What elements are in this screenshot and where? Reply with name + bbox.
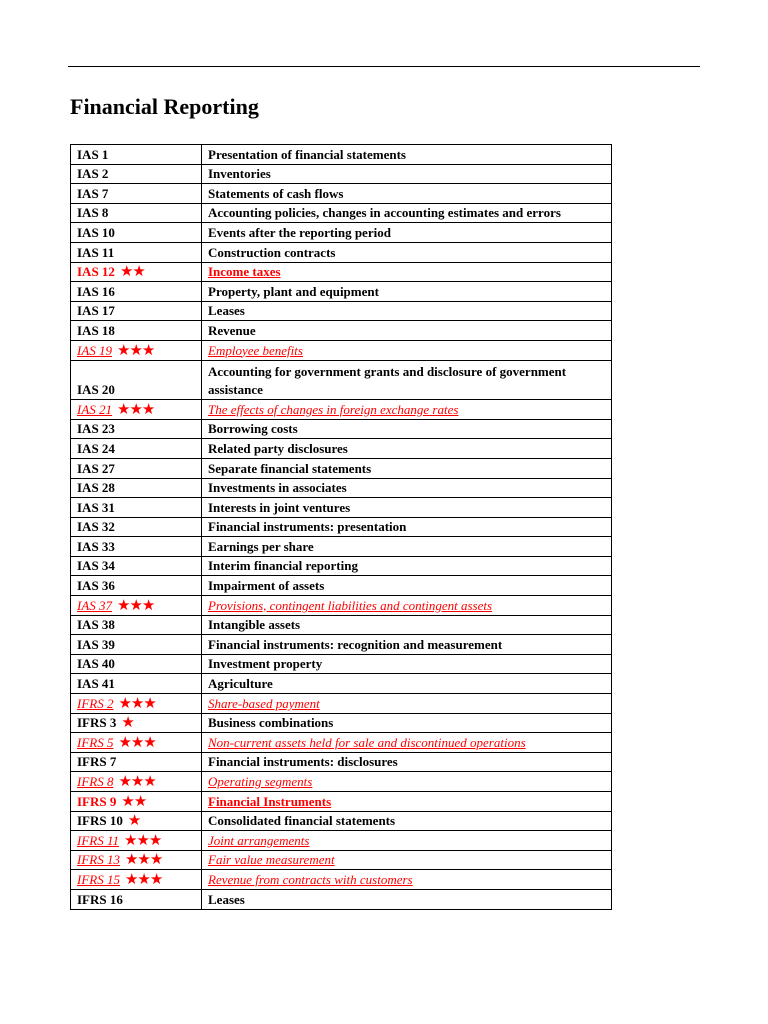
standard-code: IAS 39 <box>77 636 115 652</box>
standard-title-cell <box>202 576 612 596</box>
standard-title: Impairment of assets <box>208 578 325 594</box>
standard-code-cell <box>71 537 202 557</box>
standard-title: Financial instruments: recognition and measurement <box>208 636 503 652</box>
standard-title-cell <box>202 596 612 616</box>
priority-star-icon: ★★★ <box>124 832 162 849</box>
table-row <box>71 301 612 321</box>
standard-title: Leases <box>208 891 245 907</box>
standard-title: Fair value measurement <box>208 852 335 868</box>
standard-code-cell <box>71 596 202 616</box>
table-row <box>71 792 612 812</box>
standard-title-cell <box>202 400 612 420</box>
standard-code: IAS 7 <box>77 185 109 201</box>
standard-code: IFRS 15 <box>77 871 120 887</box>
priority-star-icon: ★★ <box>121 793 147 810</box>
standard-code-cell <box>71 419 202 439</box>
standard-code: IAS 36 <box>77 578 115 594</box>
standard-code-cell <box>71 694 202 714</box>
standard-title-cell <box>202 889 612 909</box>
standard-code-cell <box>71 498 202 518</box>
standard-code-cell <box>71 301 202 321</box>
table-row <box>71 164 612 184</box>
standard-code-cell <box>71 145 202 165</box>
standard-title-cell <box>202 752 612 772</box>
table-row <box>71 145 612 165</box>
table-row <box>71 635 612 655</box>
standard-code: IAS 28 <box>77 480 115 496</box>
standard-code-cell <box>71 262 202 282</box>
standard-title: Financial Instruments <box>208 793 332 809</box>
table-row <box>71 184 612 204</box>
standard-title: Joint arrangements <box>208 832 310 848</box>
standard-title: Revenue from contracts with customers <box>208 871 413 887</box>
table-row <box>71 439 612 459</box>
table-row <box>71 419 612 439</box>
standard-title: Intangible assets <box>208 617 301 633</box>
table-row <box>71 400 612 420</box>
standard-code-cell <box>71 576 202 596</box>
standard-code: IAS 38 <box>77 617 115 633</box>
standard-code-cell <box>71 831 202 851</box>
standard-title-cell <box>202 145 612 165</box>
standard-code: IAS 23 <box>77 421 115 437</box>
standard-code: IAS 33 <box>77 538 115 554</box>
table-row <box>71 713 612 733</box>
standard-title-cell <box>202 458 612 478</box>
standard-title: Financial instruments: presentation <box>208 519 407 535</box>
standard-title-cell <box>202 223 612 243</box>
table-row <box>71 537 612 557</box>
standard-code: IFRS 3 <box>77 715 117 731</box>
standard-code-cell <box>71 615 202 635</box>
standard-title: Leases <box>208 303 245 319</box>
table-row <box>71 223 612 243</box>
standard-title: Construction contracts <box>208 244 336 260</box>
standard-code: IAS 8 <box>77 205 109 221</box>
standard-code: IFRS 16 <box>77 891 123 907</box>
standard-code-cell <box>71 889 202 909</box>
standard-title-cell <box>202 792 612 812</box>
table-row <box>71 556 612 576</box>
page-title: Financial Reporting <box>70 94 259 119</box>
standard-title: Operating segments <box>208 774 313 789</box>
standard-code-cell <box>71 517 202 537</box>
priority-star-icon: ★★★ <box>118 734 156 751</box>
standard-code: IAS 17 <box>77 303 115 319</box>
table-row <box>71 242 612 262</box>
standard-code-cell <box>71 340 202 360</box>
standard-title-cell <box>202 360 612 400</box>
table-row <box>71 654 612 674</box>
standard-title: Separate financial statements <box>208 460 372 476</box>
standard-code: IAS 19 <box>77 342 113 358</box>
table-row <box>71 282 612 302</box>
standard-title-cell <box>202 713 612 733</box>
standard-title-cell <box>202 282 612 302</box>
standard-code-cell <box>71 556 202 576</box>
standard-title: Accounting policies, changes in accounting estimates and errors <box>208 205 561 221</box>
standard-code: IAS 34 <box>77 558 115 574</box>
priority-star-icon: ★ <box>127 813 141 830</box>
standard-code-cell <box>71 674 202 694</box>
standard-title: Business combinations <box>208 715 334 731</box>
standard-code-cell <box>71 713 202 733</box>
standard-title-cell <box>202 321 612 341</box>
standard-code-cell <box>71 223 202 243</box>
standard-code-cell <box>71 203 202 223</box>
priority-star-icon: ★★★ <box>118 774 156 790</box>
standard-title: Investments in associates <box>208 480 347 496</box>
standard-title: Revenue <box>208 322 256 338</box>
table-row <box>71 576 612 596</box>
standard-title-cell <box>202 811 612 831</box>
standard-code: IAS 37 <box>77 597 113 613</box>
standard-code: IAS 12 <box>77 264 115 280</box>
standard-code-cell <box>71 850 202 870</box>
standard-code-cell <box>71 654 202 674</box>
table-row <box>71 498 612 518</box>
standard-title: Share-based payment <box>208 695 320 711</box>
standard-code-cell <box>71 458 202 478</box>
standard-title: Statements of cash flows <box>208 185 344 201</box>
standard-title-cell <box>202 537 612 557</box>
standard-code: IAS 27 <box>77 460 115 476</box>
standard-code-cell <box>71 752 202 772</box>
table-row <box>71 674 612 694</box>
table-row <box>71 596 612 616</box>
standard-code: IAS 2 <box>77 166 109 182</box>
priority-star-icon: ★ <box>121 715 134 732</box>
standard-title: Inventories <box>208 166 271 182</box>
standard-code-cell <box>71 772 202 792</box>
standard-title: Accounting for government grants and disclosure of government assistance <box>208 364 567 398</box>
priority-star-icon: ★★★ <box>117 342 155 359</box>
standard-code: IAS 40 <box>77 656 115 672</box>
table-row <box>71 615 612 635</box>
standard-title: Agriculture <box>208 676 273 692</box>
standard-title-cell <box>202 556 612 576</box>
standard-code: IFRS 13 <box>77 852 120 868</box>
header-rule <box>68 66 700 67</box>
standard-code: IFRS 9 <box>77 793 117 809</box>
table-row <box>71 360 612 400</box>
standard-title-cell <box>202 850 612 870</box>
standard-title: Investment property <box>208 656 323 672</box>
standard-code: IAS 20 <box>77 382 115 398</box>
standard-title-cell <box>202 184 612 204</box>
standard-code-cell <box>71 360 202 400</box>
priority-star-icon: ★★★ <box>124 852 163 869</box>
standard-title-cell <box>202 694 612 714</box>
table-row <box>71 478 612 498</box>
table-row <box>71 889 612 909</box>
priority-star-icon: ★★ <box>119 264 145 281</box>
table-row <box>71 752 612 772</box>
standard-title-cell <box>202 831 612 851</box>
standard-code: IAS 31 <box>77 499 115 515</box>
standard-code: IAS 10 <box>77 224 115 240</box>
standard-title-cell <box>202 733 612 753</box>
standard-title: Borrowing costs <box>208 421 298 437</box>
table-row <box>71 694 612 714</box>
standard-title-cell <box>202 615 612 635</box>
standard-code-cell <box>71 282 202 302</box>
standard-code-cell <box>71 184 202 204</box>
standard-code: IAS 1 <box>77 146 109 162</box>
priority-star-icon: ★★★ <box>118 695 156 712</box>
standard-code: IAS 16 <box>77 283 115 299</box>
table-row <box>71 850 612 870</box>
standard-code-cell <box>71 870 202 890</box>
priority-star-icon: ★★★ <box>117 401 155 418</box>
standard-code-cell <box>71 321 202 341</box>
standard-code: IAS 11 <box>77 244 115 260</box>
table-row <box>71 203 612 223</box>
standard-code-cell <box>71 811 202 831</box>
standard-code-cell <box>71 439 202 459</box>
table-row <box>71 517 612 537</box>
standard-code: IAS 41 <box>77 676 115 692</box>
standard-title-cell <box>202 262 612 282</box>
standard-title-cell <box>202 164 612 184</box>
table-row <box>71 811 612 831</box>
standard-title: Earnings per share <box>208 538 314 554</box>
standard-code-cell <box>71 400 202 420</box>
standard-title: Property, plant and equipment <box>208 283 379 299</box>
standard-title-cell <box>202 517 612 537</box>
table-row <box>71 772 612 792</box>
standard-code: IFRS 8 <box>77 774 114 789</box>
standard-title-cell <box>202 498 612 518</box>
standard-title-cell <box>202 654 612 674</box>
standard-title: Financial instruments: disclosures <box>208 754 398 770</box>
standard-code-cell <box>71 792 202 812</box>
standard-title-cell <box>202 203 612 223</box>
standard-title: Employee benefits <box>208 342 303 358</box>
table-row <box>71 733 612 753</box>
standard-title: Provisions, contingent liabilities and contingent assets <box>208 597 493 613</box>
standard-code: IAS 32 <box>77 519 115 535</box>
table-row <box>71 262 612 282</box>
standard-code: IFRS 11 <box>77 832 119 848</box>
standard-code: IAS 18 <box>77 322 115 338</box>
standard-title: Related party disclosures <box>208 440 348 456</box>
table-row <box>71 831 612 851</box>
standard-code: IAS 24 <box>77 440 115 456</box>
priority-star-icon: ★★★ <box>117 597 155 614</box>
standard-title-cell <box>202 301 612 321</box>
standard-code: IFRS 2 <box>77 695 114 711</box>
standards-table <box>70 144 612 910</box>
standard-title-cell <box>202 674 612 694</box>
table-row <box>71 321 612 341</box>
standard-title-cell <box>202 419 612 439</box>
standard-title: The effects of changes in foreign exchange rates <box>208 401 459 417</box>
standard-title: Events after the reporting period <box>208 224 391 240</box>
standard-code: IFRS 5 <box>77 734 114 750</box>
standard-title-cell <box>202 870 612 890</box>
standard-code-cell <box>71 635 202 655</box>
table-row <box>71 458 612 478</box>
table-row <box>71 340 612 360</box>
standard-code-cell <box>71 478 202 498</box>
standard-code: IFRS 10 <box>77 813 123 829</box>
priority-star-icon: ★★★ <box>124 871 163 888</box>
standard-title: Presentation of financial statements <box>208 146 406 162</box>
standard-title-cell <box>202 439 612 459</box>
table-row <box>71 870 612 890</box>
standards-table-body <box>71 145 612 910</box>
standard-code: IAS 21 <box>77 401 113 417</box>
standard-title: Interim financial reporting <box>208 558 358 574</box>
standard-title-cell <box>202 478 612 498</box>
standard-code-cell <box>71 733 202 753</box>
standard-title: Non-current assets held for sale and discontinued operations <box>208 734 526 750</box>
standard-title: Income taxes <box>208 264 281 280</box>
standard-code-cell <box>71 164 202 184</box>
standard-title-cell <box>202 340 612 360</box>
standard-title-cell <box>202 772 612 792</box>
standard-title-cell <box>202 635 612 655</box>
standard-code-cell <box>71 242 202 262</box>
standard-code: IFRS 7 <box>77 754 117 770</box>
standard-title-cell <box>202 242 612 262</box>
standard-title: Interests in joint ventures <box>208 499 351 515</box>
standard-title: Consolidated financial statements <box>208 813 396 829</box>
